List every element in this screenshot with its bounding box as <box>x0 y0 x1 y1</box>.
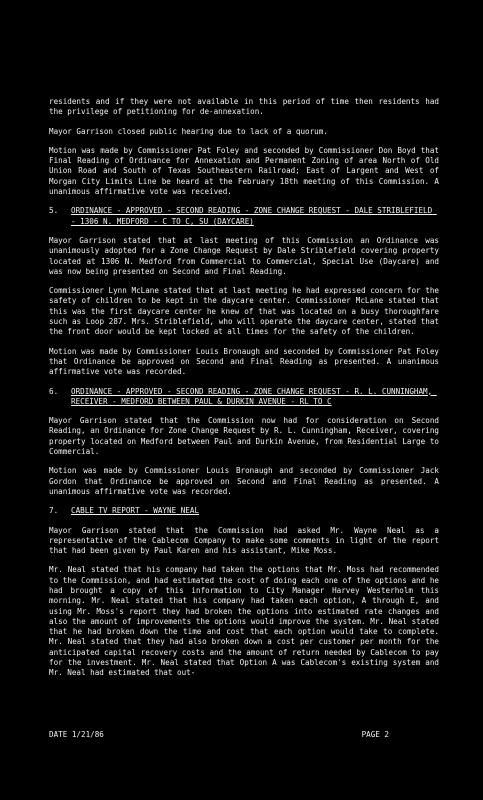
section-title: CABLE TV REPORT - WAYNE NEAL <box>71 506 200 516</box>
section-number: 6. <box>49 386 59 396</box>
paragraph: Motion was made by Commissioner Pat Foley and seconded by Commissioner Don Boyd that Final Reading of Ordinance for Annexation and Permanent Zoning of area North of Old Union Road and South of Texas Southeastern Railroad; East of Largent and West of Morgan City Limits Line be heard at the February 18th meeting of this Commission. A unanimous affirmative vote was received. <box>49 145 444 197</box>
section-title: ORDINANCE - APPROVED - SECOND READING - ZONE CHANGE REQUEST - DALE STRIBLEFIELD - 1306 N. MEDFORD - C TO C, SU (DAYCARE) <box>71 206 437 226</box>
document-page <box>49 97 444 688</box>
paragraph: Mr. Neal stated that his company had taken the options that Mr. Moss had recommended to the Commission, and had estimated the cost of doing each one of the options and he had brought a copy of this information to City Manager Harvey Westerholm this morning. Mr. Neal stated that his company had taken each option, A through E, and using Mr. Moss's report they had broken the options into estimated rate changes and also the amount of improvements the options would improve the system. Mr. Neal stated that he had broken down the time and cost that each option would take to complete. Mr. Neal stated that they had also broken down a cost per customer per month for the anticipated capital recovery costs and the amount of return needed by Cablecom to pay for the investment. Mr. Neal stated that Option A was Cablecom's existing system and Mr. Neal had estimated that out- <box>49 565 444 678</box>
footer-date: DATE 1/21/86 <box>49 730 104 739</box>
section-number: 7. <box>49 506 59 516</box>
paragraph: Motion was made by Commissioner Louis Bronaugh and seconded by Commissioner Pat Foley that Ordinance be approved on Second and Final Reading as presented. A unanimous affirmative vote was recorded. <box>49 346 444 377</box>
paragraph: Mayor Garrison closed public hearing due to lack of a quorum. <box>49 126 328 136</box>
paragraph: Mayor Garrison stated that the Commission had asked Mr. Wayne Neal as a representative of the Cablecom Company to make some comments in light of the report that had been given by Paul Karen and his assistant, Mike Moss. <box>49 525 444 556</box>
section-title: ORDINANCE - APPROVED - SECOND READING - ZONE CHANGE REQUEST - R. L. CUNNINGHAM, RECEIVER - MEDFORD BETWEEN PAUL & DURKIN AVENUE - RL TO C <box>71 386 437 406</box>
paragraph: Motion was made by Commissioner Louis Bronaugh and seconded by Commissioner Jack Gordon that Ordinance be approved on Second and Final Reading as presented. A unanimous affirmative vote was recorded. <box>49 466 444 496</box>
paragraph: Commissioner Lynn McLane stated that at last meeting he had expressed concern for the safety of children to be kept in the daycare center. Commissioner McLane stated that this was the first daycare center he knew of that was located on a busy thoroughfare such as Loop 287. Mrs. Striblefield, who will operate the daycare center, stated that the front door would be kept locked at all times for the safety of the children. <box>49 286 444 337</box>
page-footer <box>49 730 439 739</box>
section-number: 5. <box>49 206 59 216</box>
section-heading <box>49 206 439 227</box>
section-heading <box>49 506 439 516</box>
paragraph: residents and if they were not available in this period of time then residents had the privilege of petitioning for de-annexation. <box>49 97 444 117</box>
footer-page-number: PAGE 2 <box>361 730 389 739</box>
paragraph: Mayor Garrison stated that the Commission now had for consideration on Second Reading, an Ordinance for Zone Change Request by R. L. Cunningham, Receiver, covering property located on Medford between Paul and Durkin Avenue, from Residential Large to Commercial. <box>49 416 444 457</box>
paragraph: Mayor Garrison stated that at last meeting of this Commission an Ordinance was unanimously adopted for a Zone Change Request by Dale Striblefield covering property located at 1306 N. Medford from Commercial to Commercial, Special Use (Daycare) and was now being presented on Second and Final Reading. <box>49 235 444 276</box>
section-heading <box>49 387 439 408</box>
